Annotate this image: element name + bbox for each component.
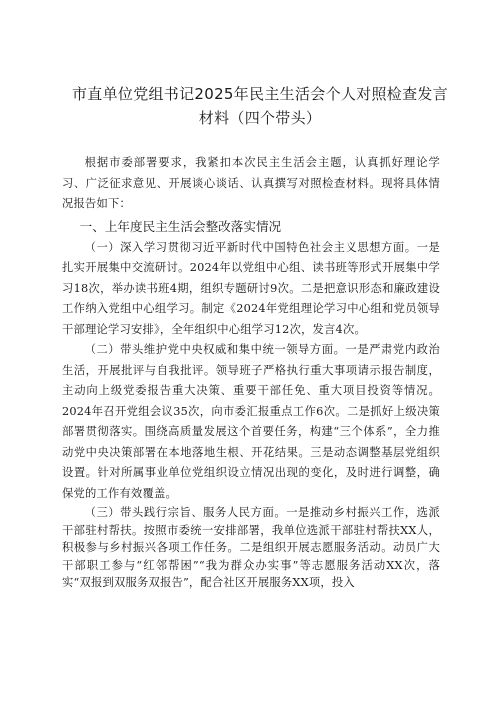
body-paragraph-2: （二）带头维护党中央权威和集中统一领导方面。一是严肃党内政治生活，开展批评与自我批评。领导班子严格执行重大事项请示报告制度，主动向上级党委报告重大决策、重要干部任免、重大项目投资等情况。2024年召开党组会议35次，向市委汇报重点工作6次。二是抓好上级决策部署贯彻落实。围绕高质量发展这个首要任务，构建“三个体系”，全力推动党中央决策部署在本地落地生根、开花结果。三是动态调整基层党组织设置。针对所属事业单位党组织设立情况出现的变化，及时进行调整，确保党的工作有效覆盖。 [62,343,440,500]
section-heading: 一、上年度民主生活会整改落实情况 [79,218,282,234]
intro-paragraph: 根据市委部署要求，我紧扣本次民主生活会主题，认真抓好理论学习、广泛征求意见、开展谈心谈话、认真撰写对照检查材料。现将具体情况报告如下： [62,156,440,210]
document-title: 市直单位党组书记2025年民主生活会个人对照检查发言材料（四个带头） [72,85,448,127]
document-body [62,153,440,592]
body-paragraph-1: （一）深入学习贯彻习近平新时代中国特色社会主义思想方面。一是扎实开展集中交流研讨。2024年以党组中心组、读书班等形式开展集中学习18次，举办读书班4期，组织专题研讨9次。二是把意识形态和廉政建设工作纳入党组中心组学习。制定《2024年党组理论学习中心组和党员领导干部理论学习安排》，全年组织中心组学习12次，发言4次。 [62,240,440,336]
body-paragraph-3: （三）带头践行宗旨、服务人民方面。一是推动乡村振兴工作，选派干部驻村帮扶。按照市委统一安排部署，我单位选派干部驻村帮扶XX人，积极参与乡村振兴各项工作任务。二是组织开展志愿服务活动。动员广大干部职工参与“红邻帮困”“我为群众办实事”等志愿服务活动XX次，落实“双报到双服务双报告”，配合社区开展服务XX项，投入 [62,506,440,589]
